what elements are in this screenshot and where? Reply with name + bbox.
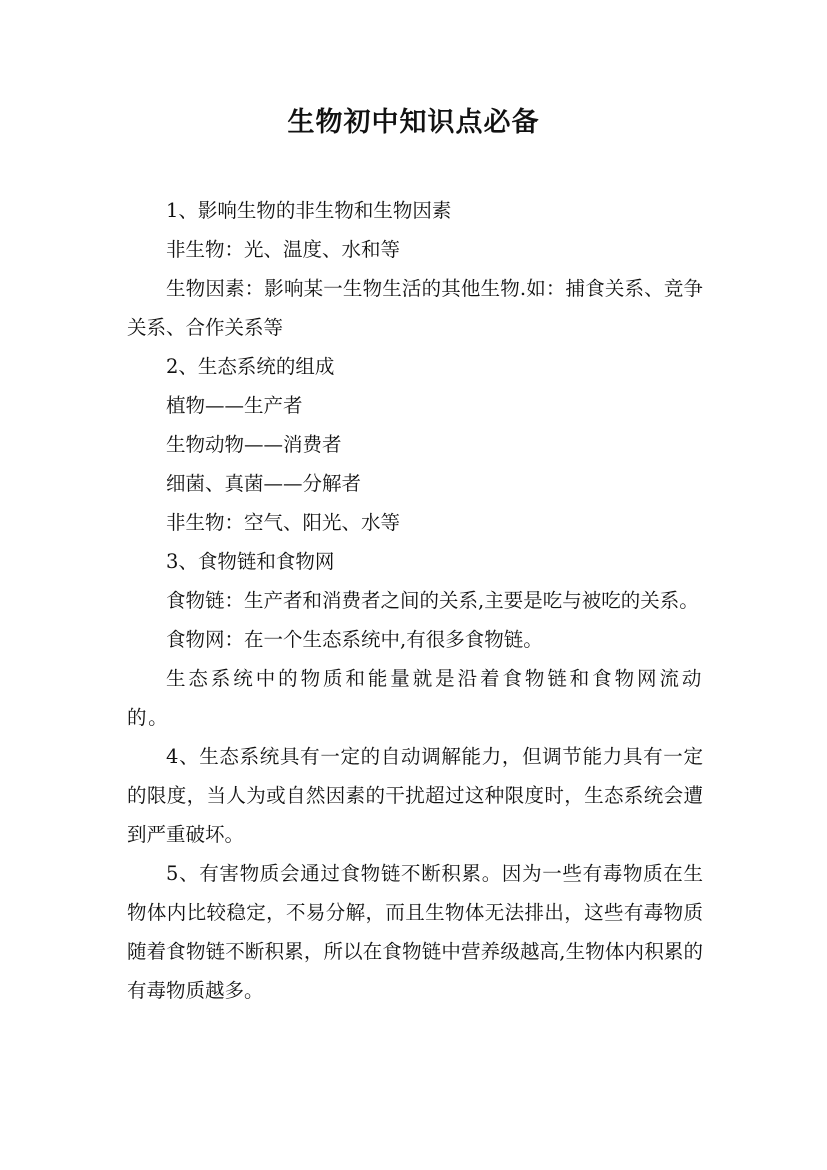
paragraph-12: 生态系统中的物质和能量就是沿着食物链和食物网流动的。 xyxy=(127,667,703,729)
paragraph-14: 5、有害物质会通过食物链不断积累。因为一些有毒物质在生物体内比较稳定，不易分解，而且生物体无法排出，这些有毒物质随着食物链不断积累，所以在食物链中营养级越高,生物体内积累的有毒物质越多。 xyxy=(127,862,703,1002)
paragraph-3: 生物因素：影响某一生物生活的其他生物.如：捕食关系、竞争关系、合作关系等 xyxy=(127,277,703,339)
paragraph-1: 1、影响生物的非生物和生物因素 xyxy=(166,199,452,222)
document-body xyxy=(127,191,703,1010)
paragraph-6: 生物动物——消费者 xyxy=(166,433,342,456)
paragraph-2: 非生物：光、温度、水和等 xyxy=(166,238,401,261)
paragraph-7: 细菌、真菌——分解者 xyxy=(166,472,362,495)
paragraph-13: 4、生态系统具有一定的自动调解能力，但调节能力具有一定的限度，当人为或自然因素的干扰超过这种限度时，生态系统会遭到严重破坏。 xyxy=(127,745,703,846)
paragraph-8: 非生物：空气、阳光、水等 xyxy=(166,511,401,534)
paragraph-9: 3、食物链和食物网 xyxy=(166,550,335,573)
paragraph-5: 植物——生产者 xyxy=(166,394,303,417)
paragraph-11: 食物网：在一个生态系统中,有很多食物链。 xyxy=(166,628,543,651)
paragraph-4: 2、生态系统的组成 xyxy=(166,355,335,378)
page-title: 生物初中知识点必备 xyxy=(287,107,540,138)
paragraph-10: 食物链：生产者和消费者之间的关系,主要是吃与被吃的关系。 xyxy=(166,589,699,612)
